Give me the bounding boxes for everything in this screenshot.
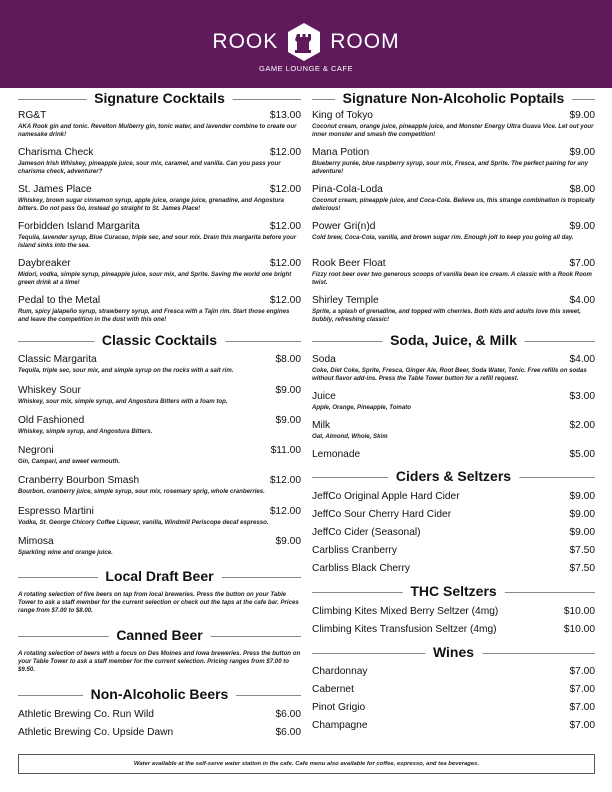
item-price: $9.00	[569, 110, 595, 121]
item-price: $10.00	[563, 624, 595, 635]
item-price: $6.00	[275, 727, 301, 738]
item-name: Rook Beer Float	[312, 258, 386, 269]
classic-cocktail-item	[18, 506, 301, 527]
item-name: King of Tokyo	[312, 110, 373, 121]
item-price: $12.00	[269, 295, 301, 306]
item-description: Whiskey, sour mix, simple syrup, and Angostura Bitters with a foam top.	[18, 398, 228, 405]
item-description: Blueberry purée, blue raspberry syrup, sour mix, Fresca, and Sprite. The perfect pairing for any adventure!	[312, 160, 588, 175]
item-name: Classic Margarita	[18, 354, 97, 365]
item-description: Fizzy root beer over two generous scoops of vanilla bean ice cream. A classic with a Rook Room twist.	[312, 271, 592, 286]
thc-seltzer-item	[312, 606, 595, 618]
signature-cocktail-item	[18, 295, 301, 323]
soda-juice-milk-item	[312, 420, 595, 441]
classic-cocktail-item	[18, 475, 301, 496]
footer-note: Water available at the self-serve water station in the cafe. Cafe menu also available for coffee, espresso, and tea beverages.	[18, 754, 595, 774]
item-price: $9.00	[569, 147, 595, 158]
item-description: Coconut cream, orange juice, pineapple juice, and Monster Energy Ultra Guava Vice. Let out your inner monster and smash the competition!	[312, 123, 594, 138]
item-row	[312, 545, 595, 557]
item-name: Espresso Martini	[18, 506, 94, 517]
item-name: JeffCo Original Apple Hard Cider	[312, 491, 460, 502]
item-row	[18, 415, 301, 427]
wine-item	[312, 720, 595, 732]
item-row	[312, 147, 595, 159]
item-name: Pina-Cola-Loda	[312, 184, 383, 195]
signature-cocktail-item	[18, 258, 301, 286]
item-name: Mimosa	[18, 536, 54, 547]
item-row	[312, 509, 595, 521]
item-price: $3.00	[569, 391, 595, 402]
na-poptail-item	[312, 110, 595, 138]
item-description: Midori, vodka, simple syrup, pineapple juice, sour mix, and Sprite. Saving the world one bright green drink at a time!	[18, 271, 292, 286]
item-row	[18, 295, 301, 307]
item-name: Negroni	[18, 445, 54, 456]
item-row	[312, 666, 595, 678]
item-description: Vodka, St. George Chicory Coffee Liqueur, vanilla, Windmill Periscope decaf espresso.	[18, 519, 269, 526]
item-price: $7.00	[569, 720, 595, 731]
item-row	[312, 110, 595, 122]
item-price: $10.00	[563, 606, 595, 617]
item-name: Carbliss Cranberry	[312, 545, 397, 556]
item-name: Soda	[312, 354, 336, 365]
brand-left: ROOK	[212, 30, 279, 53]
section-heading-signature-cocktails: Signature Cocktails	[18, 90, 301, 107]
item-row	[18, 221, 301, 233]
section-heading-canned-beer: Canned Beer	[18, 627, 301, 644]
item-name: Shirley Temple	[312, 295, 379, 306]
na-poptail-item	[312, 184, 595, 212]
section-heading-local-draft: Local Draft Beer	[18, 568, 301, 585]
item-description: Tequila, triple sec, sour mix, and simple syrup on the rocks with a salt rim.	[18, 367, 234, 374]
na-poptail-item	[312, 258, 595, 286]
item-row	[18, 385, 301, 397]
classic-cocktail-item	[18, 445, 301, 466]
item-description: Coconut cream, pineapple juice, and Coca-Cola. Believe us, this strange combination is tropically delicious!	[312, 197, 595, 212]
item-name: Lemonade	[312, 449, 361, 460]
soda-juice-milk-item	[312, 449, 595, 461]
wine-item	[312, 666, 595, 678]
item-row	[312, 258, 595, 270]
classic-cocktail-item	[18, 536, 301, 557]
item-name: Juice	[312, 391, 336, 402]
item-price: $11.00	[270, 445, 301, 456]
item-row	[18, 709, 301, 721]
item-row	[312, 606, 595, 618]
thc-seltzer-item	[312, 624, 595, 636]
item-name: JeffCo Cider (Seasonal)	[312, 527, 421, 538]
item-name: Chardonnay	[312, 666, 368, 677]
item-row	[312, 702, 595, 714]
item-row	[18, 147, 301, 159]
item-row	[312, 624, 595, 636]
item-row	[18, 506, 301, 518]
na-beer-item	[18, 709, 301, 721]
item-name: Forbidden Island Margarita	[18, 221, 140, 232]
item-price: $9.00	[275, 385, 301, 396]
brand-right: ROOM	[330, 30, 400, 53]
item-price: $12.00	[269, 147, 301, 158]
cider-item	[312, 527, 595, 539]
na-beer-item	[18, 727, 301, 739]
classic-cocktail-item	[18, 354, 301, 375]
header-banner	[0, 0, 612, 88]
cider-item	[312, 509, 595, 521]
item-name: Pinot Grigio	[312, 702, 366, 713]
item-name: Champagne	[312, 720, 368, 731]
item-description: Rum, spicy jalapeño syrup, strawberry syrup, and Fresca with a Tajin rim. Start those engines and leave the competition in the dust with this one!	[18, 308, 290, 323]
item-name: Mana Potion	[312, 147, 370, 158]
item-row	[18, 258, 301, 270]
item-price: $9.00	[569, 491, 595, 502]
item-name: Carbliss Black Cherry	[312, 563, 410, 574]
item-name: Milk	[312, 420, 331, 431]
item-price: $7.00	[569, 684, 595, 695]
logo	[0, 22, 612, 73]
item-name: Whiskey Sour	[18, 385, 81, 396]
na-poptail-item	[312, 221, 595, 242]
item-price: $12.00	[269, 184, 301, 195]
item-price: $7.00	[569, 258, 595, 269]
item-price: $2.00	[569, 420, 595, 431]
item-name: Daybreaker	[18, 258, 71, 269]
item-description: Sprite, a splash of grenadine, and topped with cherries. Both kids and adults love this sweet, bubbly, refreshing classic!	[312, 308, 581, 323]
item-name: Cranberry Bourbon Smash	[18, 475, 140, 486]
section-heading-na-beers: Non-Alcoholic Beers	[18, 686, 301, 703]
item-row	[312, 449, 595, 461]
item-row	[312, 391, 595, 403]
item-description: Jameson Irish Whiskey, pineapple juice, sour mix, caramel, and vanilla. Can you pass your charisma check, adventurer?	[18, 160, 281, 175]
item-name: Charisma Check	[18, 147, 94, 158]
section-heading-soda-juice-milk: Soda, Juice, & Milk	[312, 332, 595, 349]
item-price: $4.00	[569, 295, 595, 306]
item-name: Climbing Kites Transfusion Seltzer (4mg)	[312, 624, 497, 635]
item-price: $12.00	[269, 258, 301, 269]
classic-cocktail-item	[18, 415, 301, 436]
item-row	[18, 110, 301, 122]
na-poptail-item	[312, 295, 595, 323]
item-description: Oat, Almond, Whole, Skim	[312, 433, 388, 440]
item-price: $8.00	[275, 354, 301, 365]
signature-cocktail-item	[18, 110, 301, 138]
item-price: $4.00	[569, 354, 595, 365]
canned-beer-description: A rotating selection of beers with a focus on Des Moines and Iowa breweries. Press the button on your Table Tower to ask a staff member for the current selection. Pricing ranges from $7.00 to $9.50.	[18, 650, 301, 673]
cider-item	[312, 545, 595, 557]
item-row	[18, 354, 301, 366]
classic-cocktail-item	[18, 385, 301, 406]
item-price: $9.00	[569, 509, 595, 520]
na-poptail-item	[312, 147, 595, 175]
item-price: $7.50	[569, 545, 595, 556]
item-name: Pedal to the Metal	[18, 295, 101, 306]
wine-item	[312, 702, 595, 714]
item-description: Coke, Diet Coke, Sprite, Fresca, Ginger Ale, Root Beer, Soda Water, Tonic. Free refills on sodas without flavor add-ins. Press the Table Tower button for a refill request.	[312, 367, 587, 382]
item-name: Athletic Brewing Co. Upside Dawn	[18, 727, 174, 738]
section-heading-wines: Wines	[312, 644, 595, 661]
tagline: GAME LOUNGE & CAFE	[258, 64, 354, 73]
item-price: $9.00	[569, 221, 595, 232]
item-row	[18, 536, 301, 548]
item-row	[312, 563, 595, 575]
signature-cocktail-item	[18, 147, 301, 175]
item-description: AKA Rook gin and tonic. Revelton Mulberry gin, tonic water, and lavender combine to create our namesake drink!	[18, 123, 297, 138]
section-heading-classic-cocktails: Classic Cocktails	[18, 332, 301, 349]
item-price: $12.00	[269, 221, 301, 232]
signature-cocktail-item	[18, 184, 301, 212]
item-row	[312, 491, 595, 503]
item-description: Cold brew, Coca-Cola, vanilla, and brown sugar rim. Enough jolt to keep you going all day.	[312, 234, 574, 241]
item-row	[18, 445, 301, 457]
item-price: $13.00	[269, 110, 301, 121]
item-price: $8.00	[569, 184, 595, 195]
item-description: Apple, Orange, Pineapple, Tomato	[312, 404, 411, 411]
wine-item	[312, 684, 595, 696]
item-name: Power Gri(n)d	[312, 221, 376, 232]
item-price: $9.00	[275, 415, 301, 426]
item-name: RG&T	[18, 110, 47, 121]
item-name: JeffCo Sour Cherry Hard Cider	[312, 509, 452, 520]
local-draft-description: A rotating selection of five beers on tap from local breweries. Press the button on your Table Tower to ask a staff member for the current selection or check out the taps at the cafe bar. Prices range from $7.00 to $8.00.	[18, 591, 299, 614]
item-price: $7.50	[569, 563, 595, 574]
item-row	[312, 684, 595, 696]
item-name: Athletic Brewing Co. Run Wild	[18, 709, 154, 720]
item-row	[18, 727, 301, 739]
item-description: Whiskey, simple syrup, and Angostura Bitters.	[18, 428, 153, 435]
item-price: $9.00	[275, 536, 301, 547]
item-description: Tequila, lavender syrup, Blue Curacao, triple sec, and sour mix. Drain this margarita before your island sinks into the sea.	[18, 234, 297, 249]
item-row	[312, 184, 595, 196]
signature-cocktail-item	[18, 221, 301, 249]
item-price: $5.00	[569, 449, 595, 460]
cider-item	[312, 491, 595, 503]
item-row	[312, 221, 595, 233]
item-name: Climbing Kites Mixed Berry Seltzer (4mg)	[312, 606, 499, 617]
item-price: $12.00	[269, 475, 301, 486]
item-row	[312, 295, 595, 307]
item-price: $7.00	[569, 666, 595, 677]
item-name: St. James Place	[18, 184, 92, 195]
item-row	[312, 354, 595, 366]
soda-juice-milk-item	[312, 391, 595, 412]
item-description: Bourbon, cranberry juice, simple syrup, sour mix, rosemary sprig, whole cranberries.	[18, 488, 265, 495]
section-heading-na-poptails: Signature Non-Alcoholic Poptails	[312, 90, 595, 107]
item-price: $9.00	[569, 527, 595, 538]
item-price: $6.00	[275, 709, 301, 720]
item-price: $12.00	[269, 506, 301, 517]
item-row	[312, 527, 595, 539]
item-row	[18, 184, 301, 196]
rook-castle-icon	[286, 22, 322, 62]
cider-item	[312, 563, 595, 575]
item-price: $7.00	[569, 702, 595, 713]
item-description: Sparkling wine and orange juice.	[18, 549, 113, 556]
item-name: Old Fashioned	[18, 415, 85, 426]
section-heading-thc: THC Seltzers	[312, 583, 595, 600]
section-heading-ciders: Ciders & Seltzers	[312, 468, 595, 485]
item-row	[312, 420, 595, 432]
item-name: Cabernet	[312, 684, 354, 695]
soda-juice-milk-item	[312, 354, 595, 382]
item-description: Gin, Campari, and sweet vermouth.	[18, 458, 120, 465]
item-row	[312, 720, 595, 732]
item-description: Whiskey, brown sugar cinnamon syrup, apple juice, orange juice, grenadine, and Angostura bitters. Do not pass Go, instead go straight to St. James Place!	[18, 197, 285, 212]
item-row	[18, 475, 301, 487]
